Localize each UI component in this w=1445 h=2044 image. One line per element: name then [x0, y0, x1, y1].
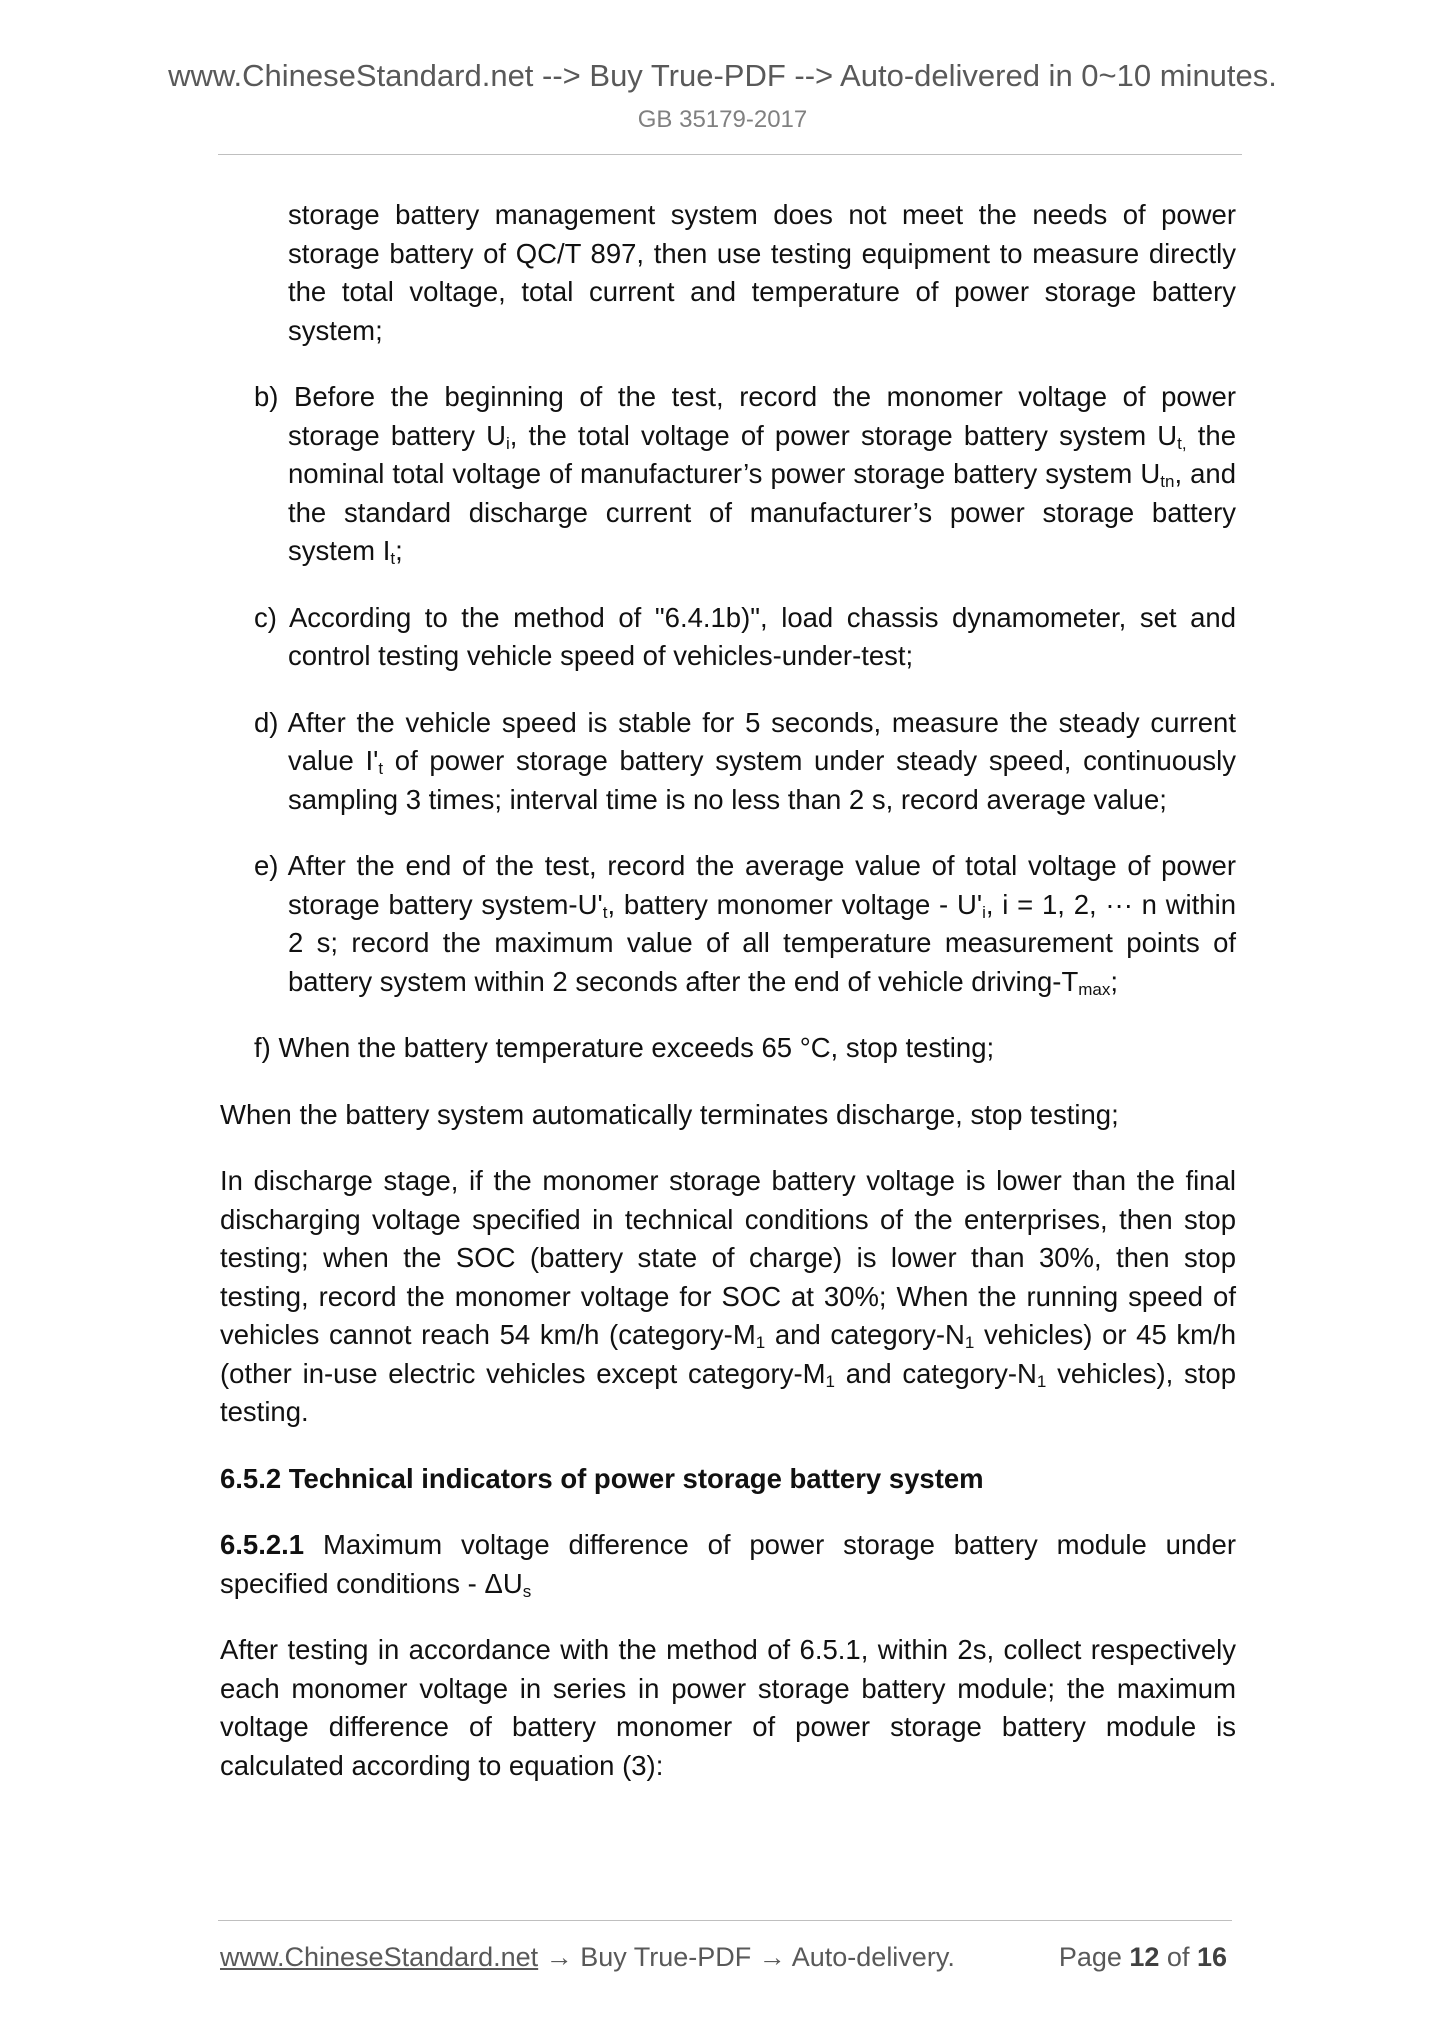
list-item-f: f) When the battery temperature exceeds 65 °C, stop testing; [254, 1032, 995, 1063]
paragraph-terminate: When the battery system automatically terminates discharge, stop testing; [220, 1098, 1119, 1130]
section-heading-6-5-2: 6.5.2 Technical indicators of power storage battery system [220, 1462, 984, 1494]
page-total: 16 [1196, 1942, 1227, 1972]
list-item-d: d) After the vehicle speed is stable for 5 seconds, measure the steady current value $I'_t$ of power storage battery system under steady speed, continuously sampling 3 times; interval time is no less than 2 s, record average value; [254, 706, 1236, 815]
header-top-line: www.ChineseStandard.net --> Buy True-PDF --> Auto-delivered in 0~10 minutes. [168, 58, 1277, 93]
list-item-e: e) After the end of the test, record the average value of total voltage of power storage battery system-$U'_t$, battery monomer voltage - $U'_i$, i = 1, 2, ··· n within 2 s; record the maximum value of all temperature measurement points of battery system within 2 seconds after the end of vehicle driving-$T_{max}$; [254, 850, 1237, 999]
header-divider [218, 154, 1242, 155]
clause-6-5-2-1: 6.5.2.1 Maximum voltage difference of power storage battery module under specified conditions - $\Delta U_s$ [220, 1529, 1236, 1601]
footer-site-link[interactable]: www.ChineseStandard.net [220, 1942, 539, 1972]
page-number: 12 [1129, 1942, 1160, 1972]
list-item-c: c) According to the method of "6.4.1b)", load chassis dynamometer, set and control testing vehicle speed of vehicles-under-test; [254, 601, 1236, 671]
list-item-b: b) Before the beginning of the test, record the monomer voltage of power storage battery $U_i$, the total voltage of power storage battery system $U_{t,}$ the nominal total voltage of manufacturer’s power storage battery system $U_{tn}$, and the standard discharge current of manufacturer’s power storage battery system $I_t$; [254, 381, 1237, 568]
paragraph-discharge-stage: In discharge stage, if the monomer storage battery voltage is lower than the final discharging voltage specified in technical conditions of the enterprises, then stop testing; when the SOC (battery state of charge) is lower than 30%, then stop testing, record the monomer voltage for SOC at 30%; When the running speed of vehicles cannot reach 54 km/h ($category-M_1$ and category-$N_1$ vehicles) or 45 km/h (other in-use electric vehicles except category-$M_1$ and category-$N_1$ vehicles), stop testing. [220, 1165, 1236, 1427]
paragraph-after-testing: After testing in accordance with the method of 6.5.1, within 2s, collect respectively each monomer voltage in series in power storage battery module; the maximum voltage difference of battery monomer of power storage battery module is calculated according to equation (3): [220, 1634, 1236, 1781]
page-indicator: Page 12 of 16 [1058, 1942, 1227, 1972]
footer-divider [218, 1920, 1232, 1921]
list-item-a-continued: storage battery management system does not meet the needs of power storage battery of QC/T 897, then use testing equipment to measure directly the total voltage, total current and temperature of power storage battery system; [288, 199, 1236, 346]
standard-number: GB 35179-2017 [637, 106, 808, 133]
clause-number: 6.5.2.1 [220, 1529, 305, 1560]
document-body [220, 196, 1236, 1813]
footer-left: www.ChineseStandard.net → Buy True-PDF → Auto-delivery. [220, 1942, 955, 1972]
